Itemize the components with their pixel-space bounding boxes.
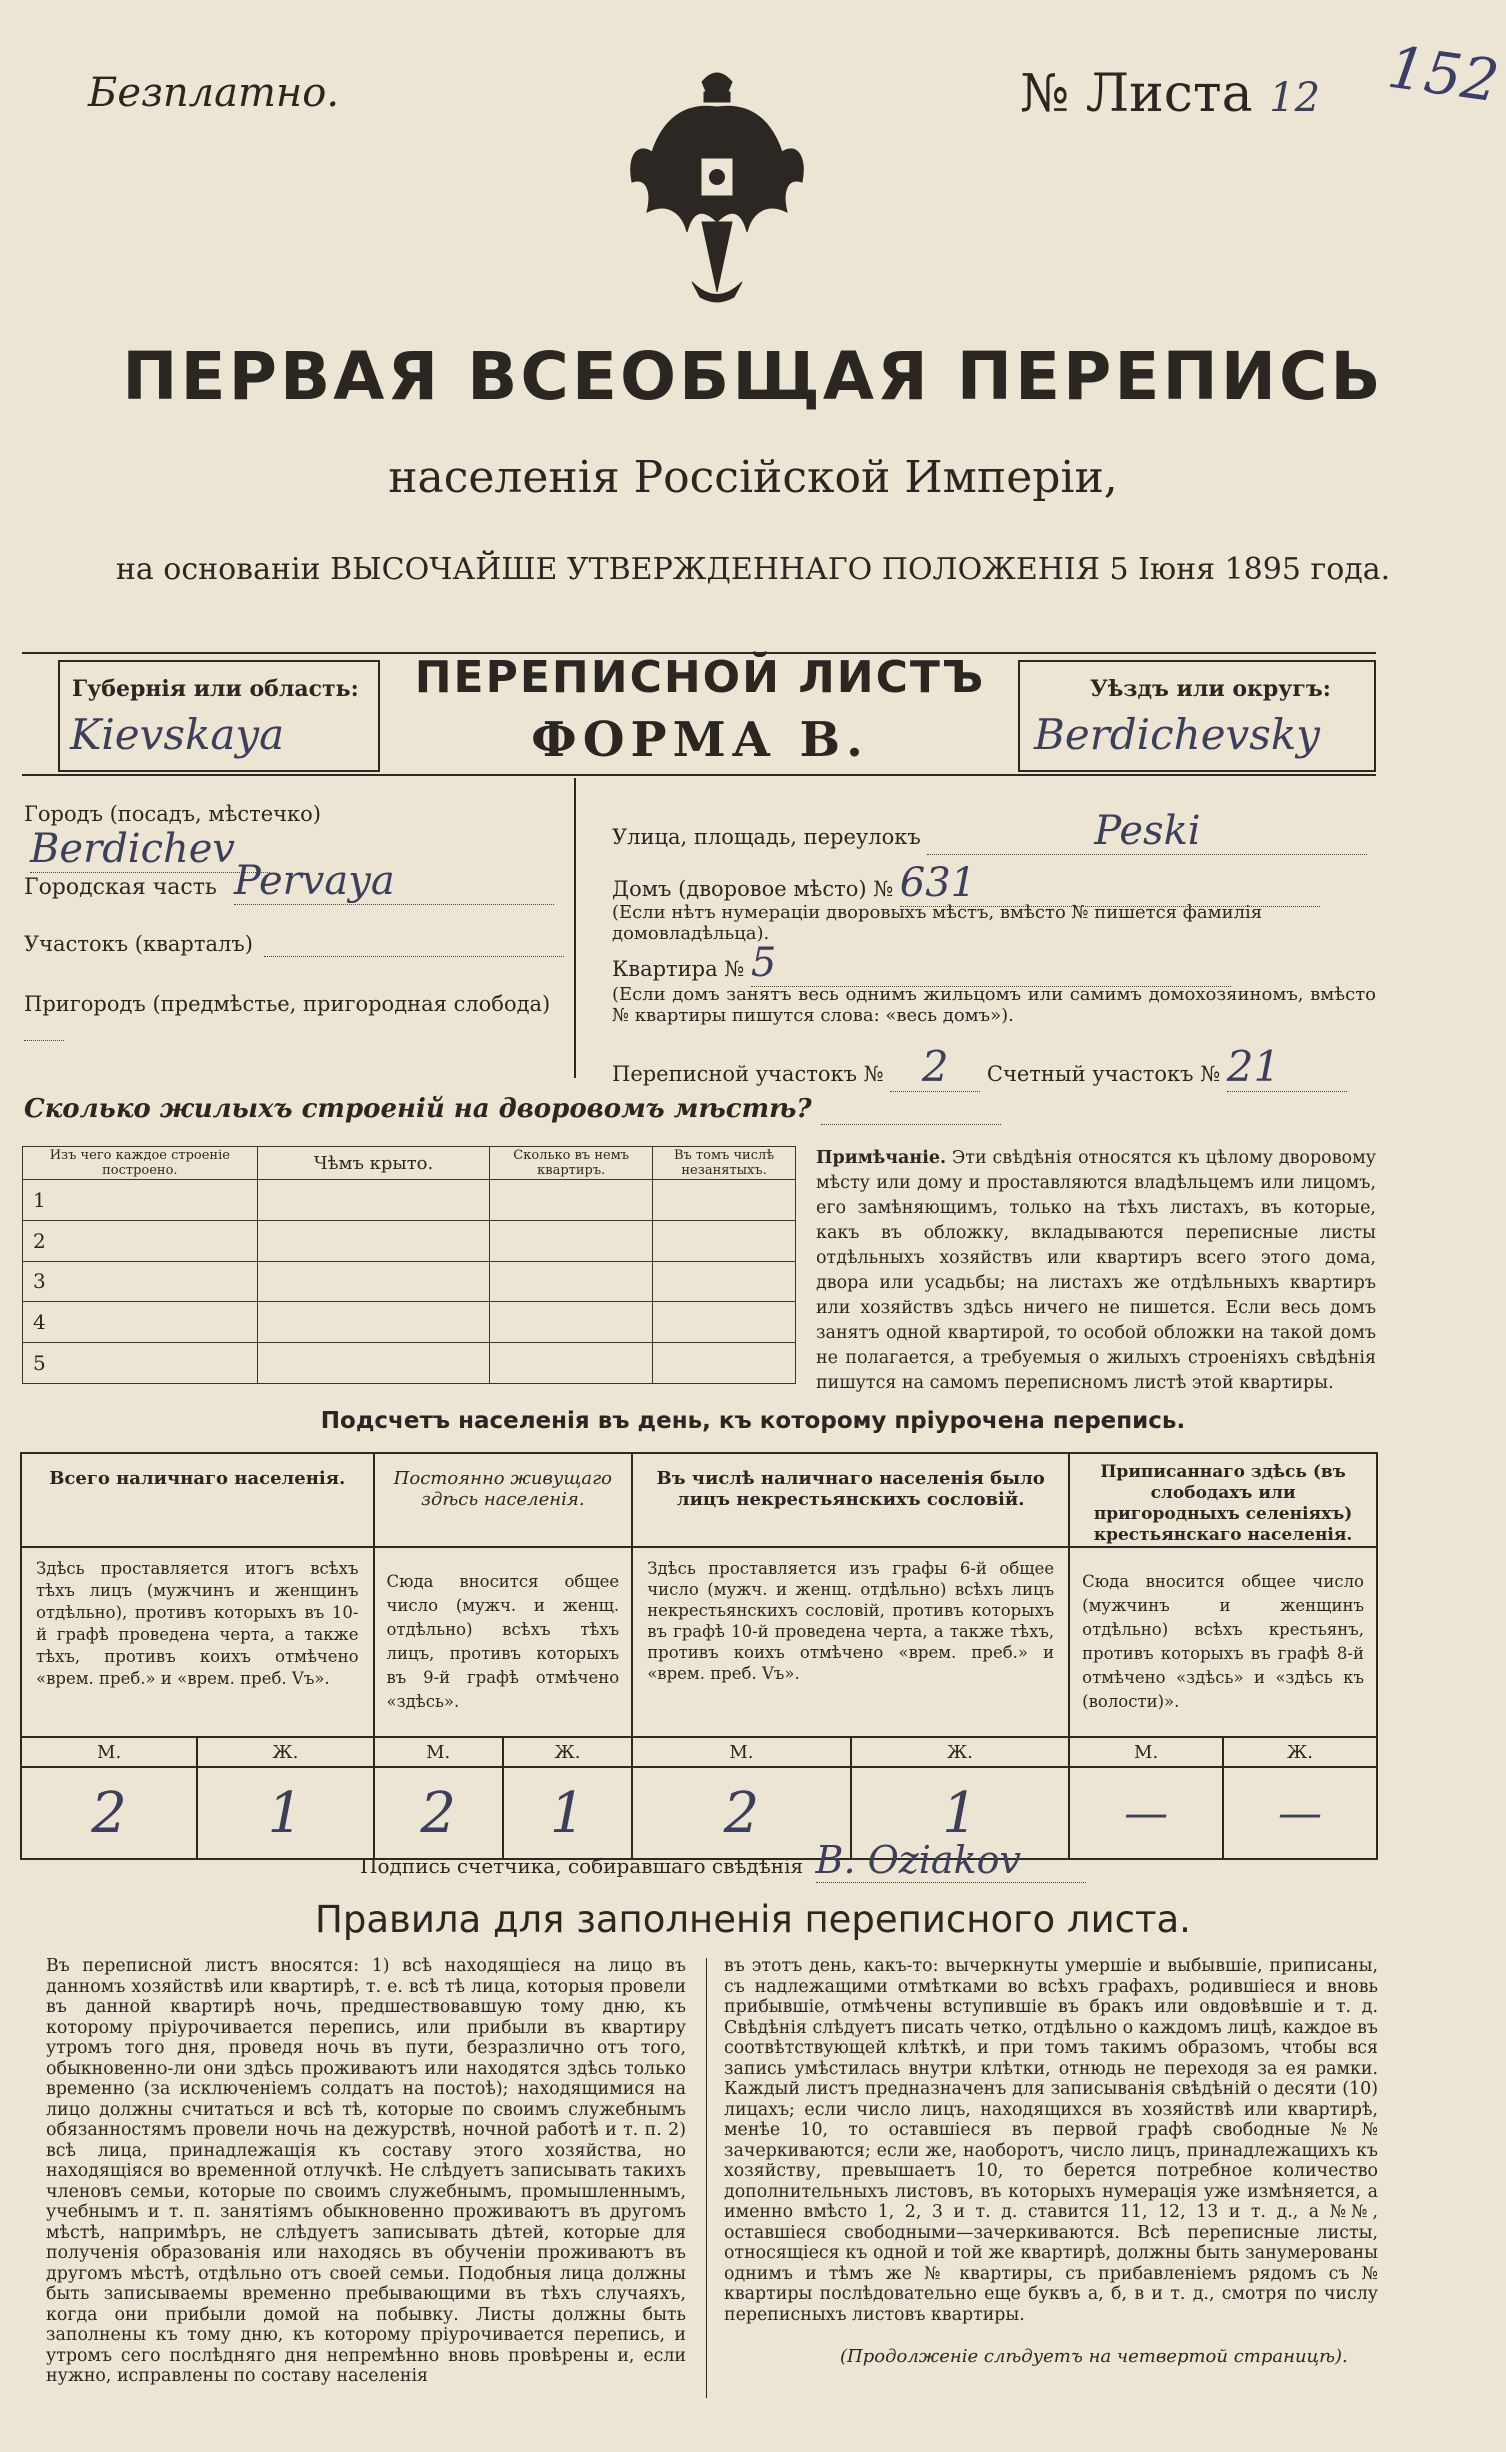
table-row[interactable]	[23, 1180, 796, 1221]
buildings-table	[22, 1146, 796, 1384]
sheet-title: ПЕРЕПИСНОЙ ЛИСТЪ	[414, 652, 986, 703]
suburb-row	[24, 992, 564, 1041]
nonpeasant-male-count[interactable]: 2	[632, 1767, 850, 1859]
male-label: М.	[632, 1737, 850, 1767]
page-subtitle: населенія Россійской Имперіи,	[388, 452, 1118, 503]
female-label: Ж.	[197, 1737, 373, 1767]
street-value[interactable]: Peski	[927, 808, 1367, 855]
buildings-question	[24, 1094, 1001, 1125]
province-value[interactable]: Kievskaya	[70, 710, 285, 759]
rules-continued: (Продолженіе слѣдуетъ на четвертой страницѣ).	[840, 2346, 1348, 2367]
rules-divider	[706, 1958, 707, 2398]
row-number: 3	[23, 1261, 258, 1302]
permanent-male-count[interactable]: 2	[374, 1767, 503, 1859]
city-label: Городъ (посадъ, мѣстечко)	[24, 802, 322, 826]
row-number: 2	[23, 1220, 258, 1261]
tally-table	[20, 1452, 1378, 1860]
table-row[interactable]	[23, 1302, 796, 1343]
nonpeasant-female-count[interactable]: 1	[851, 1767, 1069, 1859]
table-row[interactable]	[23, 1261, 796, 1302]
precinct-label: Участокъ (кварталъ)	[24, 932, 253, 956]
rules-left-column: Въ переписной листъ вносятся: 1) всѣ находящіеся на лицо въ данномъ хозяйствѣ или квартирѣ, т. е. всѣ тѣ лица, которыя провели въ данной квартирѣ ночь, предшествовавшую тому дню, къ которому пріурочивается перепись, или прибыли въ квартиру утромъ того дня, проведя ночь въ пути, безразлично отъ того, обыкновенно-ли они здѣсь проживаютъ или находятся здѣсь только временно (за исключеніемъ солдатъ на постоѣ); находящимися на лицо должны считаться и всѣ тѣ, которые по своимъ служебнымъ обязанностямъ провели ночь на дежурствѣ, ночной работѣ и т. п. 2) всѣ лица, принадлежащія къ составу этого хозяйства, но находящіяся во временной отлучкѣ. Не слѣдуетъ записывать такихъ членовъ семьи, которые по своимъ служебнымъ, промышленнымъ, учебнымъ и т. п. занятіямъ обыкновенно проживаютъ въ другомъ мѣстѣ, напримѣръ, не слѣдуетъ записывать дѣтей, которые для полученія образованія или находясь въ обученіи проживаютъ въ другомъ мѣстѣ, отдѣльно отъ своей семьи. Подобныя лица должны быть записываемы временно пребывающими въ тѣхъ случаяхъ, когда они прибыли домой на побывку. Листы должны быть заполнены къ тому дню, къ которому пріурочивается перепись, и утромъ сего послѣдняго дня непремѣнно вновь провѣрены и, если нужно, исправлены по составу населенія	[46, 1956, 686, 2386]
census-district-label: Переписной участокъ №	[612, 1062, 884, 1086]
form-vertical-rule	[574, 778, 576, 1078]
sheet-number-value: 12	[1269, 75, 1321, 121]
buildings-note	[816, 1146, 1376, 1396]
district-box	[1018, 660, 1376, 772]
rules-right-column: въ этотъ день, какъ-то: вычеркнуты умершіе и выбывшіе, приписаны, съ надлежащими отмѣтками во всѣхъ графахъ, родившіеся и вновь прибывшіе, отмѣчены вступившіе въ бракъ или овдовѣвшіе и т. д. Свѣдѣнія слѣдуетъ писать четко, отдѣльно о каждомъ лицѣ, каждое въ соотвѣтствующей клѣткѣ, и при томъ такимъ образомъ, чтобы вся запись умѣстилась внутри клѣтки, отнюдь не переходя за ея рамки. Каждый листъ предназначенъ для записыванія свѣдѣній о десяти (10) лицахъ; если число лицъ, находящихся въ хозяйствѣ или квартирѣ, менѣе 10, то оставшіеся въ первой графѣ свободные №№ зачеркиваются; если же, наоборотъ, число лицъ, принадлежащихъ къ хозяйству, превышаетъ 10, то берется потребное количество дополнительныхъ листовъ, въ которыхъ нумерація уже измѣняется, а именно вмѣсто 1, 2, 3 и т. д. ставится 11, 12, 13 и т. д., а №№, оставшіеся свободными—зачеркиваются. Всѣ переписные листы, относящіеся къ одной и той же квартирѣ, должны быть занумерованы однимъ и тѣмъ же № квартиры, съ прибавленіемъ рядомъ съ № квартиры послѣдовательно еще буквъ а, б, в и т. д., смотря по числу переписныхъ листовъ квартиры.	[724, 1956, 1378, 2325]
buildings-header-apartments: Сколько въ немъ квартиръ.	[490, 1147, 653, 1180]
counting-district-value[interactable]: 21	[1227, 1042, 1347, 1092]
buildings-header-material: Изъ чего каждое строеніе построено.	[23, 1147, 258, 1180]
sheet-number-label: № Листа	[1020, 64, 1253, 124]
tally-head-nonpeasant: Въ числѣ наличнаго населенія было лицъ некрестьянскихъ сословій.	[656, 1468, 1045, 1510]
buildings-header-row	[23, 1147, 796, 1180]
apartment-value[interactable]: 5	[751, 940, 1231, 987]
table-row[interactable]	[23, 1220, 796, 1261]
present-male-count[interactable]: 2	[21, 1767, 197, 1859]
tally-desc-present: Здѣсь проставляется итогъ всѣхъ тѣхъ лицъ (мужчинъ и женщинъ отдѣльно), противъ которыхъ въ 10-й графѣ проведена черта, а также тѣхъ, противъ коихъ отмѣчено «врем. преб.» и «врем. преб. Vъ».	[36, 1559, 359, 1688]
apartment-row	[612, 940, 1372, 987]
counting-district-label: Счетный участокъ №	[986, 1062, 1221, 1086]
signature-value[interactable]: B. Oziakov	[816, 1838, 1086, 1883]
imperial-eagle-icon	[622, 62, 812, 312]
row-number: 1	[23, 1180, 258, 1221]
province-box	[58, 660, 380, 772]
buildings-question-text: Сколько жилыхъ строеній на дворовомъ мѣстѣ?	[24, 1094, 812, 1124]
buildings-header-roof: Чѣмъ крыто.	[257, 1147, 490, 1180]
archive-number: 152	[1383, 32, 1503, 116]
tally-head-row	[21, 1453, 1377, 1547]
census-district-value[interactable]: 2	[890, 1042, 980, 1092]
buildings-note-title: Примѣчаніе.	[816, 1148, 947, 1168]
tally-head-peasant: Приписаннаго здѣсь (въ слободахъ или пригородныхъ селеніяхъ) крестьянскаго населенія.	[1093, 1462, 1353, 1545]
tally-desc-row	[21, 1547, 1377, 1737]
city-value[interactable]: Berdichev	[30, 826, 270, 873]
house-value[interactable]: 631	[900, 860, 1320, 907]
row-number: 5	[23, 1343, 258, 1384]
male-label: М.	[1069, 1737, 1223, 1767]
signature-row	[360, 1838, 1086, 1883]
form-title: ФОРМА В.	[531, 712, 869, 768]
tally-desc-permanent: Сюда вносится общее число (мужч. и женщ. отдѣльно) всѣхъ тѣхъ лицъ, противъ которыхъ въ 9-й графѣ отмѣчено «здѣсь».	[386, 1572, 620, 1711]
district-value[interactable]: Berdichevsky	[1034, 710, 1321, 759]
tally-title: Подсчетъ населенія въ день, къ которому пріурочена перепись.	[320, 1408, 1186, 1434]
male-label: М.	[374, 1737, 503, 1767]
row-number: 4	[23, 1302, 258, 1343]
signature-label: Подпись счетчика, собиравшаго свѣдѣнія	[360, 1854, 804, 1878]
present-female-count[interactable]: 1	[197, 1767, 373, 1859]
district-label: Уѣздъ или округъ:	[1090, 676, 1331, 702]
male-label: М.	[21, 1737, 197, 1767]
table-row[interactable]	[23, 1343, 796, 1384]
female-label: Ж.	[851, 1737, 1069, 1767]
free-label: Безплатно.	[88, 70, 340, 116]
permanent-female-count[interactable]: 1	[503, 1767, 632, 1859]
sheet-number	[1020, 64, 1320, 124]
tally-head-permanent: Постоянно живущаго здѣсь населенія.	[393, 1468, 613, 1510]
precinct-value[interactable]	[264, 932, 564, 957]
form-mid-rule	[22, 774, 1376, 776]
peasant-female-count[interactable]: —	[1223, 1767, 1377, 1859]
peasant-male-count[interactable]: —	[1069, 1767, 1223, 1859]
city-part-row	[24, 858, 554, 905]
house-row	[612, 860, 1372, 907]
house-note: (Если нѣтъ нумераціи дворовыхъ мѣстъ, вмѣсто № пишется фамилія домовладѣльца).	[612, 902, 1263, 944]
street-label: Улица, площадь, переулокъ	[612, 825, 921, 849]
city-part-value[interactable]: Pervaya	[234, 858, 554, 905]
apartment-note: (Если домъ занятъ весь однимъ жильцомъ или самимъ домохозяиномъ, вмѣсто № квартиры пишутся слова: «весь домъ»).	[612, 984, 1376, 1026]
precinct-row	[24, 932, 564, 957]
city-part-label: Городская часть	[24, 875, 217, 900]
tally-head-present: Всего наличнаго населенія.	[49, 1468, 346, 1489]
female-label: Ж.	[1223, 1737, 1377, 1767]
house-label: Домъ (дворовое мѣсто) №	[612, 877, 894, 901]
buildings-note-text: Эти свѣдѣнія относятся къ цѣлому дворовому мѣсту или дому и проставляются владѣльцемъ или лицомъ, его замѣняющимъ, только на тѣхъ листахъ, въ которые, какъ въ обложку, вкладываются переписные листы отдѣльныхъ хозяйствъ или квартиръ всего этого дома, двора или усадьбы; на листахъ же отдѣльныхъ квартиръ или хозяйствъ здѣсь ничего не пишется. Если весь домъ занятъ одной квартирой, то особой обложки на такой домъ не полагается, а требуемыя о жилыхъ строеніяхъ свѣдѣнія пишутся на самомъ переписномъ листѣ этой квартиры.	[816, 1148, 1376, 1393]
province-label: Губернія или область:	[72, 676, 359, 702]
legal-basis: на основаніи ВЫСОЧАЙШЕ УТВЕРЖДЕННАГО ПОЛОЖЕНІЯ 5 Іюня 1895 года.	[115, 552, 1391, 587]
suburb-label: Пригородъ (предмѣстье, пригородная слобода)	[24, 992, 551, 1016]
tally-sex-row	[21, 1737, 1377, 1767]
street-row	[612, 808, 1372, 855]
census-districts-row	[612, 1042, 1382, 1092]
tally-desc-peasant: Сюда вносится общее число (мужчинъ и женщинъ отдѣльно) всѣхъ крестьянъ, противъ которыхъ въ графѣ 8-й отмѣчено «здѣсь» и «здѣсь къ (волости)».	[1082, 1572, 1364, 1711]
rules-title: Правила для заполненія переписного листа.	[315, 1898, 1191, 1941]
suburb-value[interactable]	[24, 1016, 64, 1041]
buildings-header-vacant: Въ томъ числѣ незанятыхъ.	[653, 1147, 796, 1180]
apartment-label: Квартира №	[612, 957, 745, 981]
page-title: ПЕРВАЯ ВСЕОБЩАЯ ПЕРЕПИСЬ	[122, 338, 1384, 415]
tally-desc-nonpeasant: Здѣсь проставляется изъ графы 6-й общее число (мужч. и женщ. отдѣльно) всѣхъ лицъ некрестьянскихъ сословій, противъ которыхъ въ графѣ 10-й проведена черта, а также тѣхъ, противъ коихъ отмѣчено «врем. преб.» и «врем. преб. Vъ».	[647, 1559, 1055, 1683]
female-label: Ж.	[503, 1737, 632, 1767]
